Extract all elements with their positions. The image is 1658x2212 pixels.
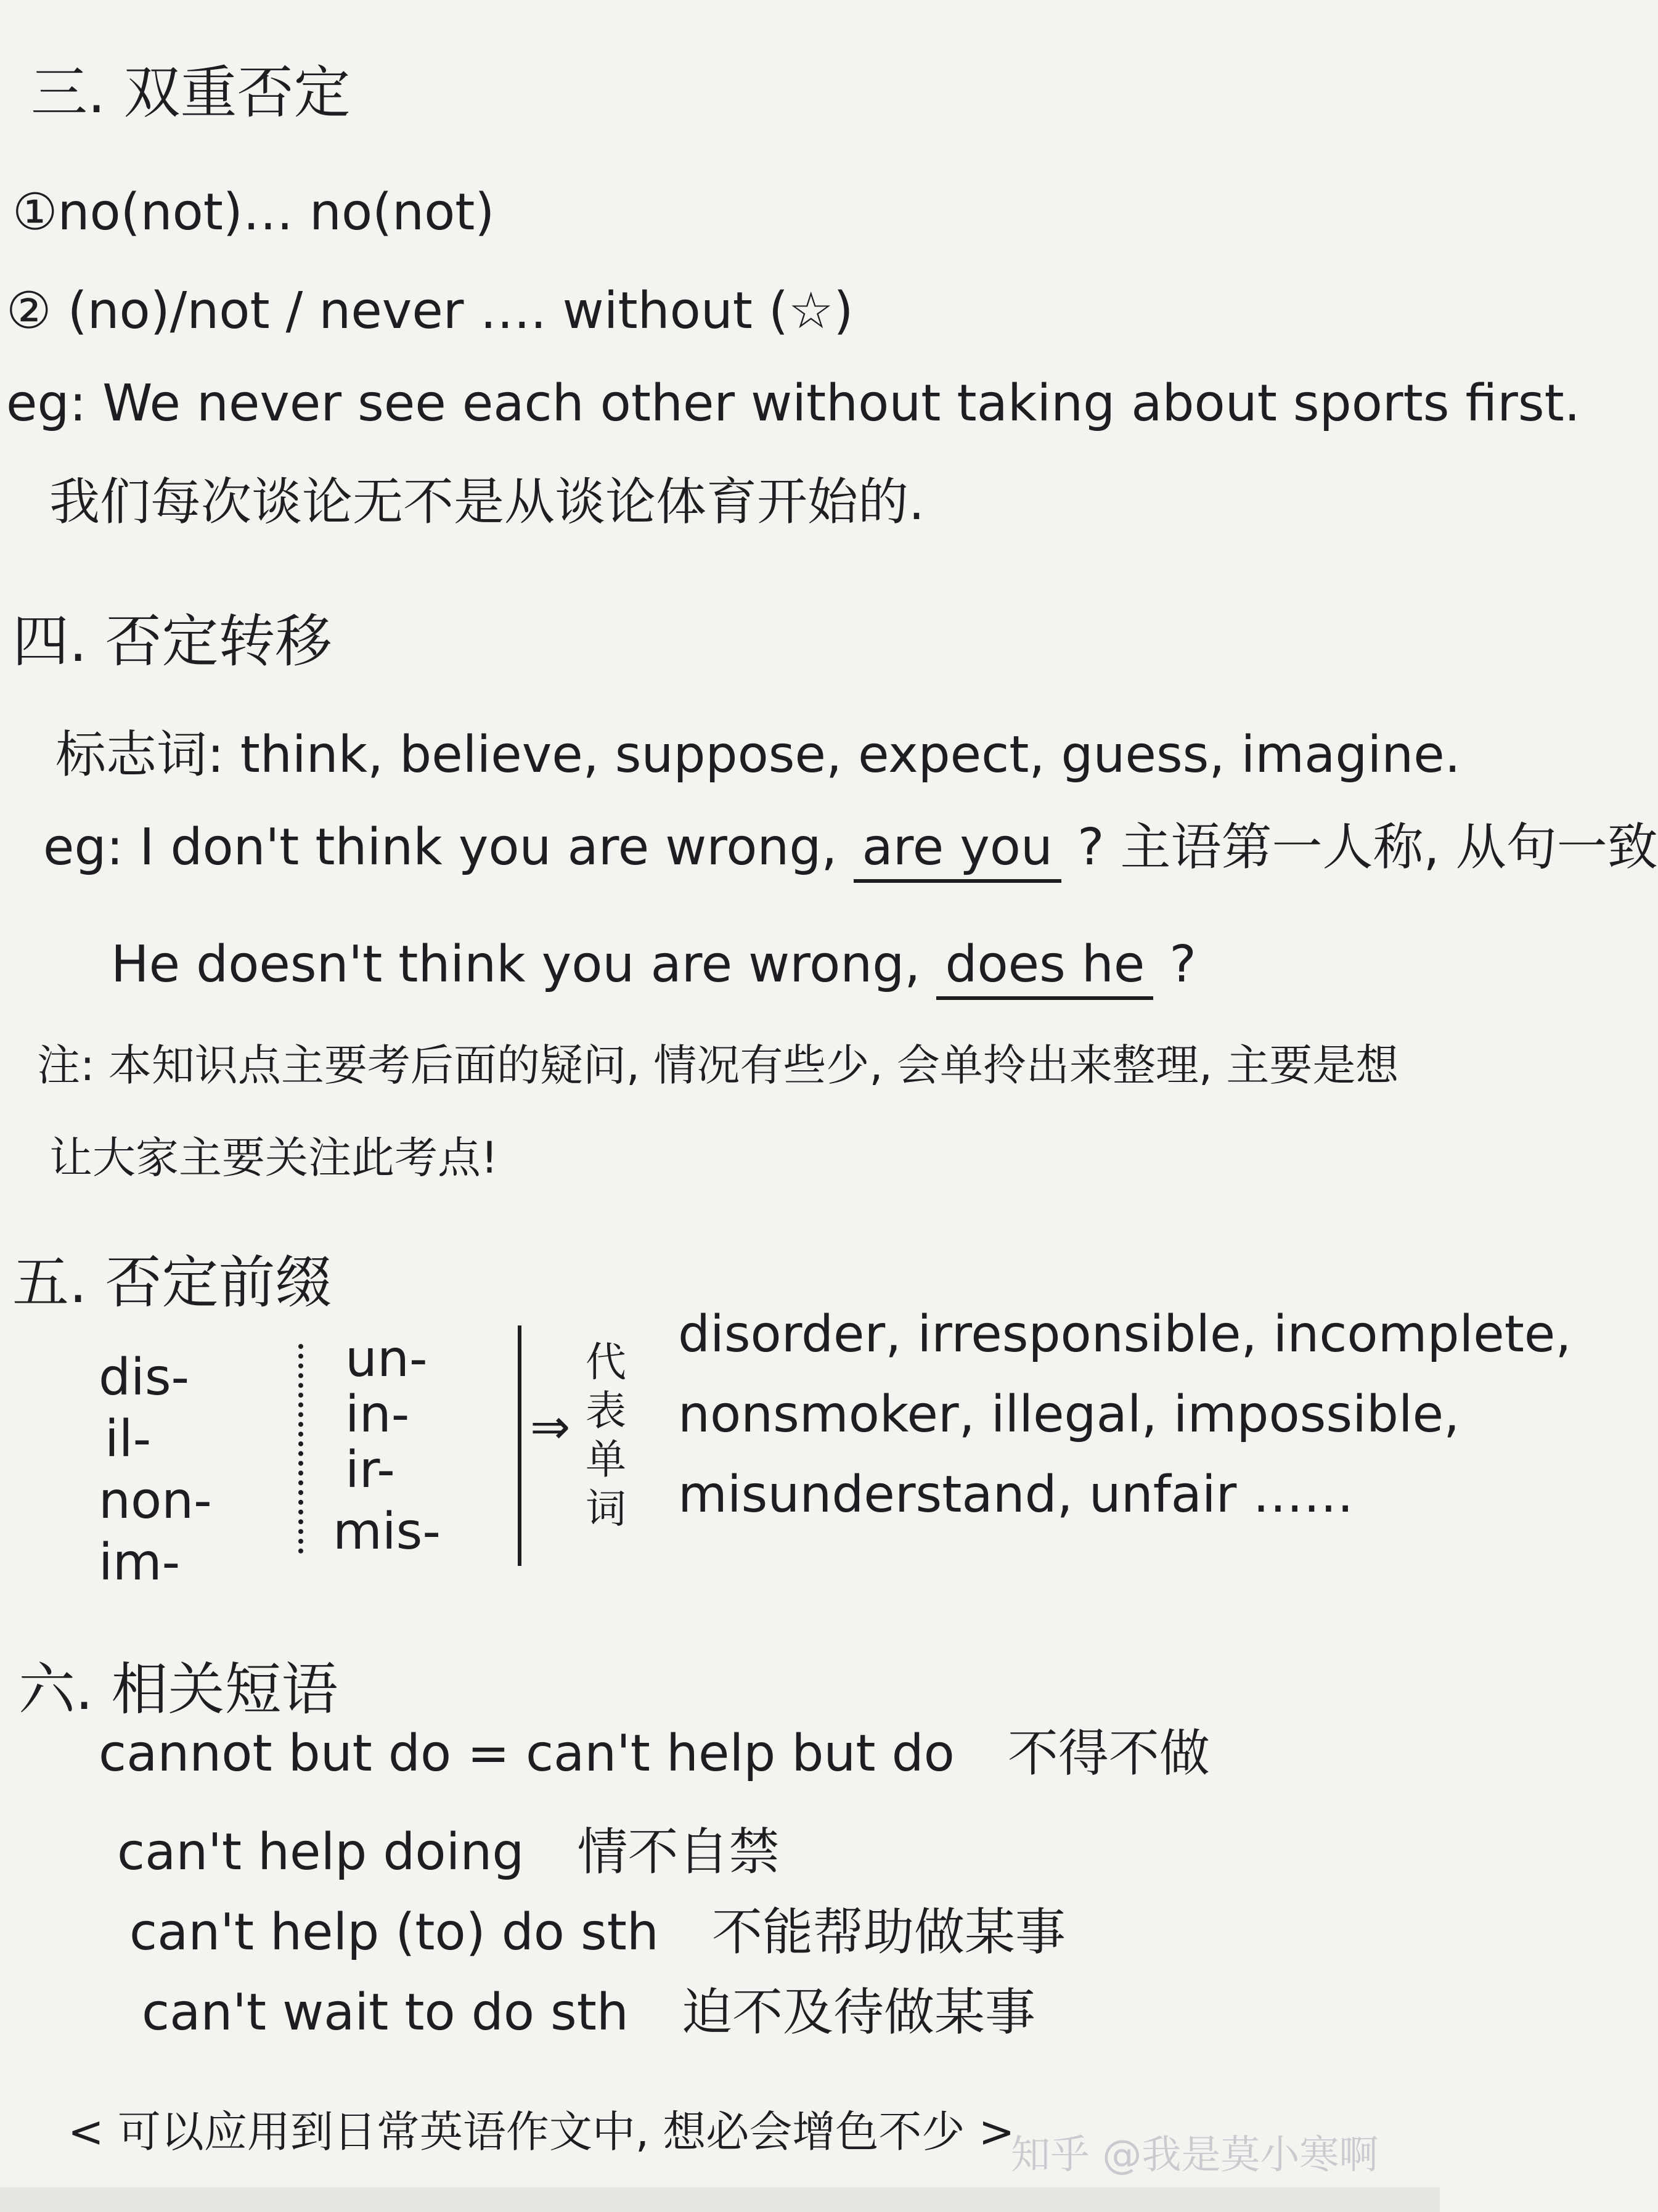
section6-heading: 六. 相关短语 [18, 1657, 338, 1722]
section4-example2 [111, 937, 1196, 1000]
section3-example-en: eg: We never see each other without taking about sports first. [6, 374, 1580, 433]
section4-example2-text: He doesn't think you are wrong, [111, 935, 921, 994]
phrase-3 [129, 1905, 1066, 1960]
prefix-in: in- [345, 1385, 410, 1444]
prefix-un: un- [345, 1330, 428, 1388]
implies-arrow: ⇒ [530, 1399, 571, 1455]
label-char-3: 单 [586, 1436, 626, 1484]
phrase-1 [99, 1726, 1210, 1782]
example-words-line2: nonsmoker, illegal, impossible, [678, 1385, 1460, 1444]
section4-example2-mark: ? [1169, 935, 1196, 994]
section4-example1-text: eg: I don't think you are wrong, [43, 818, 838, 877]
section4-note-line2: 让大家主要关注此考点! [49, 1133, 499, 1183]
example-words-line1: disorder, irresponsible, incomplete, [678, 1305, 1572, 1364]
section4-example2-tag: does he [936, 937, 1153, 1000]
section4-heading: 四. 否定转移 [12, 608, 332, 674]
prefix-mis: mis- [333, 1502, 441, 1561]
section3-rule1: ①no(not)… no(not) [12, 183, 495, 242]
prefix-il: il- [105, 1410, 152, 1469]
phrase-1-en: cannot but do = can't help but do [99, 1724, 955, 1783]
phrase-2-en: can't help doing [117, 1823, 525, 1882]
prefix-non: non- [99, 1472, 212, 1530]
prefix-im: im- [99, 1533, 181, 1592]
section4-markers: 标志词: think, believe, suppose, expect, guess, imagine. [55, 726, 1461, 784]
section4-example1 [43, 820, 1658, 883]
phrase-3-en: can't help (to) do sth [129, 1903, 659, 1962]
section4-example1-note: ? 主语第一人称, 从句一致 [1077, 818, 1658, 877]
section4-example1-tag: are you [854, 820, 1061, 883]
representative-words-label [586, 1338, 626, 1533]
example-words-line3: misunderstand, unfair …… [678, 1465, 1354, 1524]
page-bottom-edge [0, 2187, 1440, 2212]
label-char-1: 代 [586, 1338, 626, 1386]
phrase-4-en: can't wait to do sth [142, 1983, 629, 2042]
section4-note-line1: 注: 本知识点主要考后面的疑问, 情况有些少, 会单拎出来整理, 主要是想 [37, 1040, 1399, 1091]
prefix-ir: ir- [345, 1441, 395, 1499]
phrase-3-zh: 不能帮助做某事 [711, 1903, 1066, 1962]
prefix-column-divider [298, 1344, 303, 1554]
label-char-2: 表 [586, 1387, 626, 1435]
zhihu-watermark: 知乎 @我是莫小寒啊 [1011, 2132, 1379, 2178]
phrase-2-zh: 情不自禁 [577, 1823, 780, 1882]
section3-heading: 三. 双重否定 [31, 60, 351, 126]
label-char-4: 词 [586, 1485, 626, 1533]
phrase-4 [142, 1985, 1035, 2041]
section3-rule2: ② (no)/not / never …. without (☆) [6, 282, 854, 340]
footer-note: < 可以应用到日常英语作文中, 想必会增色不少 > [68, 2107, 1015, 2157]
phrase-2 [117, 1825, 780, 1880]
prefix-dis: dis- [99, 1348, 190, 1407]
prefix-group-bracket [518, 1325, 521, 1566]
phrase-4-zh: 迫不及待做某事 [681, 1983, 1035, 2042]
phrase-1-zh: 不得不做 [1007, 1724, 1210, 1783]
section3-example-zh: 我们每次谈论无不是从谈论体育开始的. [49, 473, 925, 531]
section5-heading: 五. 否定前缀 [12, 1250, 332, 1316]
